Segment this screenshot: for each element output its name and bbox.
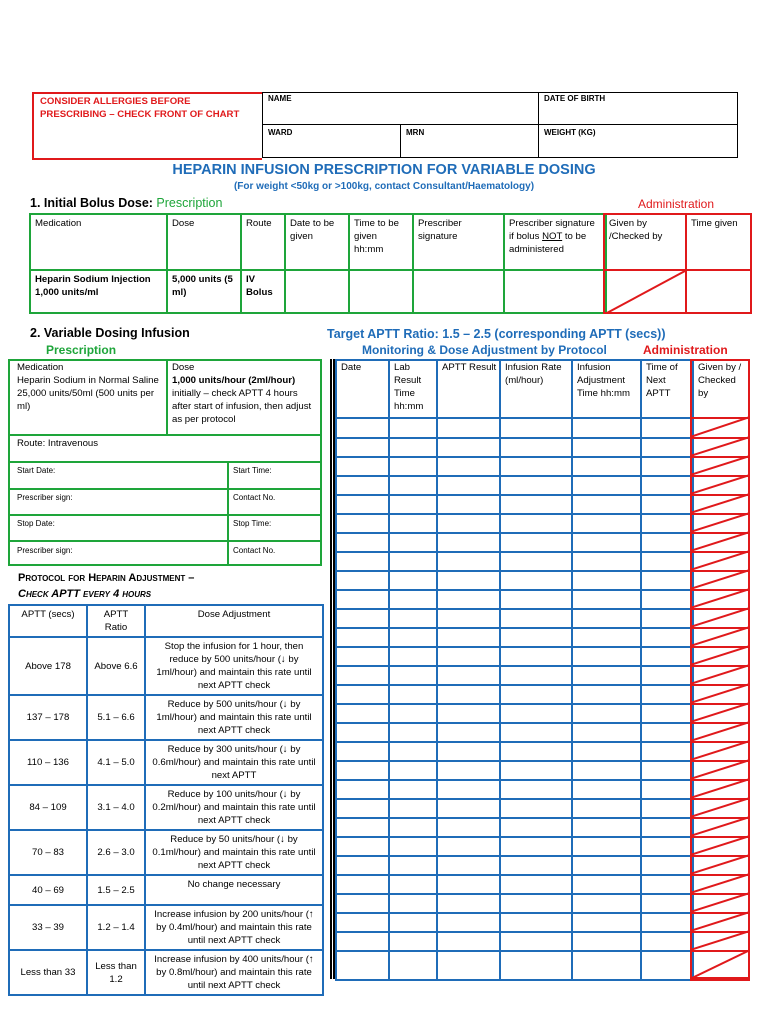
ratio-cell: Above 6.6 [87,637,145,695]
bolus-prescriber-sign-input[interactable] [413,270,504,313]
section1-administration-label: Administration [638,197,715,211]
section2-prescription-label: Prescription [46,343,117,357]
col-medication: Medication [30,214,167,270]
table-row [9,785,323,830]
ratio-cell: 2.6 – 3.0 [87,830,145,875]
adjust-cell: Reduce by 500 units/hour (↓ by 1ml/hour) and maintain this rate until next APTT check [145,695,323,740]
weight-field[interactable]: WEIGHT (KG) [544,128,596,137]
col-aptt-ratio: APTT Ratio [87,605,145,637]
section1-heading: 1. Initial Bolus Dose: Prescription [30,196,223,210]
table-row [9,695,323,740]
table-row [9,875,323,905]
col-time-to-be-given: Time to be given hh:mm [349,214,413,270]
monitor-col-4: Infusion Adjustment Time hh:mm [577,362,630,399]
section1-prescription-label: Prescription [156,196,223,210]
bolus-route: IV Bolus [241,270,285,313]
col-prescriber-signature: Prescriber signature [413,214,504,270]
col-time-given: Time given [686,214,751,270]
aptt-cell: Less than 33 [9,950,87,995]
bolus-no-admin-sign-input[interactable] [504,270,606,313]
mrn-field[interactable]: MRN [406,128,425,137]
infusion-dose-label: Dose [172,362,195,373]
protocol-table [8,604,324,996]
table-row [9,740,323,785]
page-title: HEPARIN INFUSION PRESCRIPTION FOR VARIABLE DOSING [172,162,596,178]
col-date-to-be-given: Date to be given [285,214,349,270]
ward-field[interactable]: WARD [268,128,293,137]
monitor-col-given-by: Given by / Checked by [698,362,742,399]
bolus-given-by-input[interactable] [604,270,686,313]
aptt-cell: Above 178 [9,637,87,695]
bolus-prescription-table [29,213,607,314]
monitor-col-3: Infusion Rate (ml/hour) [505,362,562,386]
adjust-cell: Increase infusion by 200 units/hour (↑ by 0.4ml/hour) and maintain this rate until next APTT check [145,905,323,950]
infusion-dose-bold: 1,000 units/hour (2ml/hour) [172,375,296,386]
bolus-date-input[interactable] [285,270,349,313]
aptt-cell: 40 – 69 [9,875,87,905]
col-prescriber-signature-no-bolus: Prescriber signature if bolus NOT to be administered [504,214,606,270]
infusion-medication-label: Medication [17,362,64,373]
bolus-dose: 5,000 units (5 ml) [167,270,241,313]
stop-time-field[interactable]: Stop Time: [233,519,272,528]
monitor-col-0: Date [341,362,362,373]
table-row [9,905,323,950]
aptt-cell: 110 – 136 [9,740,87,785]
administration-grid [690,359,750,979]
monitoring-grid [335,359,692,979]
aptt-cell: 33 – 39 [9,905,87,950]
monitoring-heading: Monitoring & Dose Adjustment by Protocol [362,343,607,357]
bolus-time-input[interactable] [349,270,413,313]
table-row [9,637,323,695]
protocol-heading: Protocol for Heparin Adjustment – [18,572,195,584]
prescriber-sign-field-1[interactable]: Prescriber sign: [17,493,73,502]
contact-no-field-1[interactable]: Contact No. [233,493,276,502]
start-time-field[interactable]: Start Time: [233,466,272,475]
dob-field[interactable]: DATE OF BIRTH [544,94,606,103]
aptt-cell: 70 – 83 [9,830,87,875]
aptt-cell: 84 – 109 [9,785,87,830]
protocol-subheading: Check APTT every 4 hours [18,588,152,600]
col-given-by: Given by /Checked by [604,214,686,270]
adjust-cell: Reduce by 300 units/hour (↓ by 0.6ml/hour) and maintain this rate until next APTT [145,740,323,785]
infusion-medication-text: Heparin Sodium in Normal Saline 25,000 units/50ml (500 units per ml) [17,375,159,412]
bolus-administration-table [603,213,752,314]
table-row [9,830,323,875]
given-by-diagonals [690,359,750,979]
prescriber-sign-field-2[interactable]: Prescriber sign: [17,546,73,555]
col-dose: Dose [167,214,241,270]
route-label: Route: Intravenous [17,438,99,449]
adjust-cell: Reduce by 100 units/hour (↓ by 0.2ml/hour) and maintain this rate until next APTT check [145,785,323,830]
section2-heading: 2. Variable Dosing Infusion [30,326,190,340]
stop-date-field[interactable]: Stop Date: [17,519,55,528]
ratio-cell: Less than 1.2 [87,950,145,995]
bolus-time-given-input[interactable] [686,270,751,313]
target-aptt-ratio: Target APTT Ratio: 1.5 – 2.5 (corresponding APTT (secs)) [327,327,666,341]
ratio-cell: 5.1 – 6.6 [87,695,145,740]
aptt-cell: 137 – 178 [9,695,87,740]
monitor-col-1: Lab Result Time hh:mm [394,362,424,412]
monitor-col-5: Time of Next APTT [646,362,678,399]
adjust-cell: No change necessary [145,875,323,905]
adjust-cell: Stop the infusion for 1 hour, then reduce by 500 units/hour (↓ by 1ml/hour) and maintain this rate until next APTT check [145,637,323,695]
patient-details-box [262,92,738,158]
col-route: Route [241,214,285,270]
page-subtitle: (For weight <50kg or >100kg, contact Consultant/Haematology) [233,181,535,192]
start-date-field[interactable]: Start Date: [17,466,56,475]
table-row [9,950,323,995]
ratio-cell: 1.2 – 1.4 [87,905,145,950]
name-field[interactable]: NAME [268,94,292,103]
contact-no-field-2[interactable]: Contact No. [233,546,276,555]
section2-administration-label: Administration [643,343,728,357]
col-aptt-secs: APTT (secs) [9,605,87,637]
infusion-dose-text: initially – check APTT 4 hours after start of infusion, then adjust as per protocol [172,388,312,425]
ratio-cell: 1.5 – 2.5 [87,875,145,905]
monitor-col-2: APTT Result [442,362,497,373]
allergy-warning-text: CONSIDER ALLERGIES BEFORE PRESCRIBING – CHECK FRONT OF CHART [40,96,240,120]
adjust-cell: Increase infusion by 400 units/hour (↑ by 0.8ml/hour) and maintain this rate until next APTT check [145,950,323,995]
col-dose-adjustment: Dose Adjustment [145,605,323,637]
adjust-cell: Reduce by 50 units/hour (↓ by 0.1ml/hour) and maintain this rate until next APTT check [145,830,323,875]
ratio-cell: 4.1 – 5.0 [87,740,145,785]
bolus-medication: Heparin Sodium Injection 1,000 units/ml [30,270,167,313]
ratio-cell: 3.1 – 4.0 [87,785,145,830]
